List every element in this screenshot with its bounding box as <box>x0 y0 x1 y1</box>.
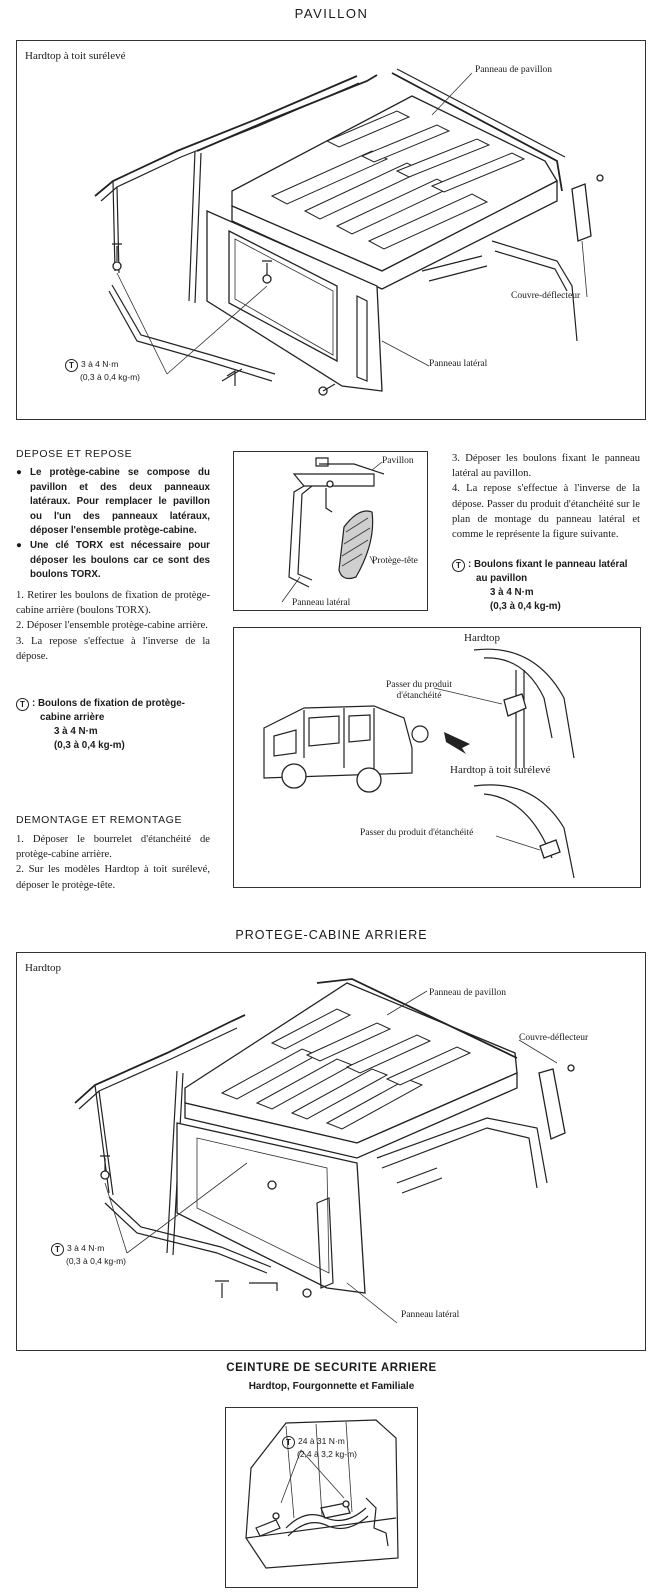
depose-steps <box>16 588 210 664</box>
torque-spec <box>65 359 140 383</box>
spec-text: cabine arrière <box>40 712 105 723</box>
right-steps <box>452 451 640 542</box>
label-pavillon: Pavillon <box>382 456 414 466</box>
torque-value-kgm: (0,3 à 0,4 kg-m) <box>66 1256 126 1266</box>
step-item: 4. La repose s'effectue à l'inverse de la dépose. Passer du produit d'étanchéité sur le plan de montage du panneau latéral et comme le représente la figure suivante. <box>452 483 640 541</box>
torque-spec <box>282 1436 357 1460</box>
torque-value-kgm: (0,3 à 0,4 kg-m) <box>80 372 140 382</box>
spec-panneau-lateral <box>452 558 652 614</box>
label-protege-tete: Protège-tête <box>372 556 418 566</box>
bullet-text: Une clé TORX est nécessaire pour déposer les boulons car ce sont des boulons TORX. <box>30 539 210 581</box>
section-title-protege-cabine: PROTEGE-CABINE ARRIERE <box>235 928 428 942</box>
sealant-drawing <box>234 628 642 889</box>
sealant-text: d'étanchéité <box>396 691 442 701</box>
figure-title: Hardtop <box>25 962 62 974</box>
label-couvre-deflecteur: Couvre-déflecteur <box>511 291 581 301</box>
label-panneau-lateral: Panneau latéral <box>401 1310 460 1320</box>
step-item: 1. Retirer les boulons de fixation de protège-cabine arrière (boulons TORX). <box>16 590 210 617</box>
figure-produit-etancheite <box>233 627 641 888</box>
figure-title: Hardtop à toit surélevé <box>25 50 126 62</box>
label-panneau-lateral: Panneau latéral <box>292 598 351 608</box>
roof-assembly-drawing <box>17 953 647 1352</box>
torque-value-kgm: (2,4 à 3,2 kg-m) <box>297 1449 357 1459</box>
spec-value-kgm: (0,3 à 0,4 kg-m) <box>490 601 561 612</box>
step-item: 3. La repose s'effectue à l'inverse de la dépose. <box>16 635 210 662</box>
bullet-item: ● Le protège-cabine se compose du pavillon et des deux panneaux latéraux. Pour remplacer le pavillon ou l'un des panneaux latéraux, déposer l'ensemble protège-cabine. <box>16 467 210 537</box>
torque-icon: T <box>282 1436 295 1449</box>
spec-value: 3 à 4 N·m <box>54 726 98 737</box>
label-panneau-lateral: Panneau latéral <box>429 359 488 369</box>
fig3-title-hardtop: Hardtop <box>464 632 501 644</box>
torque-icon: T <box>452 559 465 572</box>
spec-text: : Boulons fixant le panneau latéral <box>468 559 628 570</box>
spec-depose <box>16 697 216 753</box>
torque-value: 3 à 4 N·m <box>67 1243 105 1253</box>
spec-value-kgm: (0,3 à 0,4 kg-m) <box>54 740 125 751</box>
figure-ceinture <box>225 1407 418 1588</box>
section-subtitle: Hardtop, Fourgonnette et Familiale <box>248 1381 415 1392</box>
label-sealant-2: Passer du produit d'étanchéité <box>360 828 474 838</box>
protege-tete-drawing <box>234 452 429 612</box>
label-couvre-deflecteur: Couvre-déflecteur <box>519 1033 589 1043</box>
torque-icon: T <box>16 698 29 711</box>
torque-icon: T <box>51 1243 64 1256</box>
figure-hardtop-toit-sureleve <box>16 40 646 420</box>
spec-text: : Boulons de fixation de protège- <box>32 698 185 709</box>
torque-spec <box>51 1243 126 1267</box>
demontage-steps <box>16 832 210 893</box>
label-panneau-de-pavillon: Panneau de pavillon <box>429 988 507 998</box>
step-item: 1. Déposer le bourrelet d'étanchéité de protège-cabine arrière. <box>16 834 210 861</box>
depose-bullets <box>16 466 210 583</box>
spec-text: au pavillon <box>476 573 528 584</box>
bullet-text: Le protège-cabine se compose du pavillon et des deux panneaux latéraux. Pour remplacer le pavillon ou l'un des panneaux latéraux, déposer l'ensemble protège-cabine. <box>30 467 210 537</box>
step-item: 2. Sur les modèles Hardtop à toit surélevé, déposer le protège-tête. <box>16 864 210 891</box>
section-heading-demontage: DEMONTAGE ET REMONTAGE <box>16 814 183 826</box>
figure-protege-tete <box>233 451 428 611</box>
fig3-title-toit-sureleve: Hardtop à toit surélevé <box>450 764 551 776</box>
torque-icon: T <box>65 359 78 372</box>
torque-value: 24 à 31 N·m <box>298 1436 345 1446</box>
step-item: 3. Déposer les boulons fixant le panneau latéral au pavillon. <box>452 453 640 480</box>
section-heading-depose: DEPOSE ET REPOSE <box>16 448 133 460</box>
torque-value: 3 à 4 N·m <box>81 359 119 369</box>
figure-hardtop <box>16 952 646 1351</box>
label-panneau-de-pavillon: Panneau de pavillon <box>475 65 553 75</box>
sealant-text: Passer du produit <box>386 680 452 690</box>
step-item: 2. Déposer l'ensemble protège-cabine arrière. <box>16 620 208 632</box>
bullet-item: ● Une clé TORX est nécessaire pour déposer les boulons car ce sont des boulons TORX. <box>16 539 210 581</box>
page-title: PAVILLON <box>294 6 369 21</box>
spec-value: 3 à 4 N·m <box>490 587 534 598</box>
label-sealant-1 <box>386 680 452 702</box>
section-title-ceinture: CEINTURE DE SECURITE ARRIERE <box>226 1362 437 1374</box>
